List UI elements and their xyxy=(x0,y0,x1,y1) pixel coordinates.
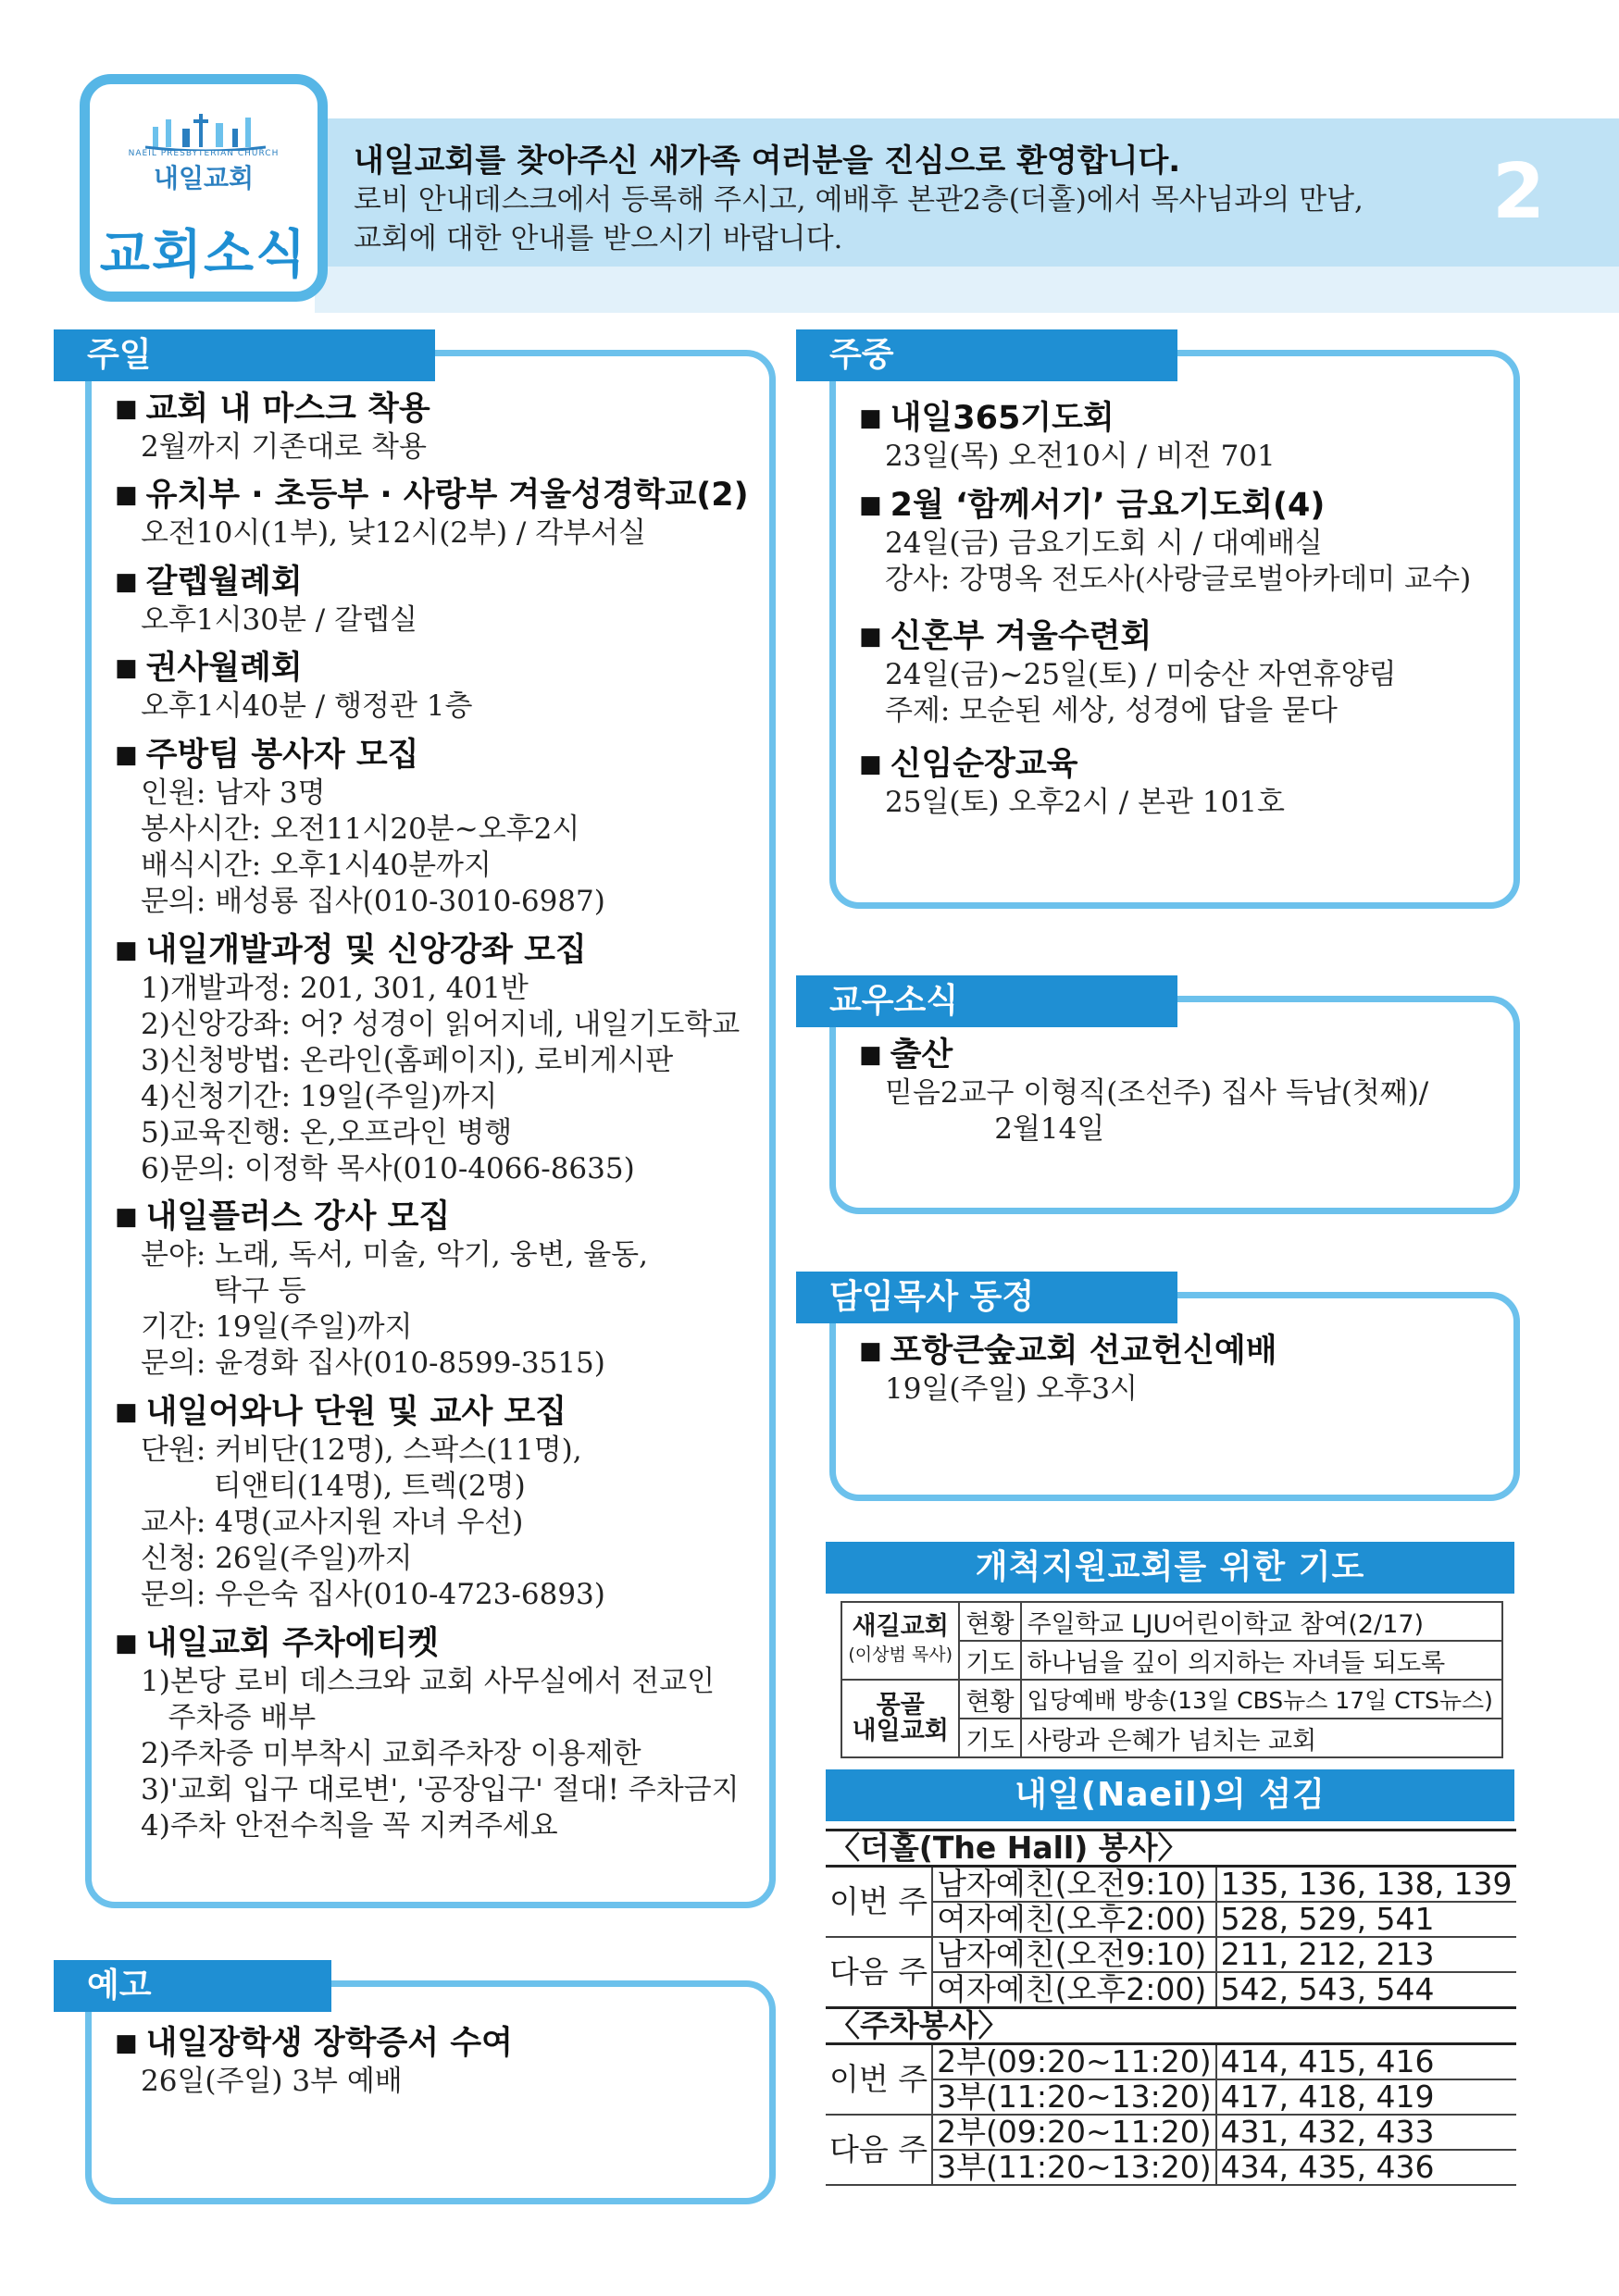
header-band-light xyxy=(315,267,1619,313)
week-label: 이번 주 xyxy=(826,2044,932,2116)
service-slot: 3부(11:20~13:20) xyxy=(932,2150,1215,2185)
item-line: 3)신청방법: 온라인(홈페이지), 로비게시판 xyxy=(141,1044,674,1077)
row-value: 입당예배 방송(13일 CBS뉴스 17일 CTS뉴스) xyxy=(1021,1680,1502,1719)
item-line: 봉사시간: 오전11시20분~오후2시 xyxy=(141,813,580,846)
church-logo-box xyxy=(80,74,328,302)
sunday-item-bible-school xyxy=(115,475,749,552)
service-slot: 3부(11:20~13:20) xyxy=(932,2079,1215,2115)
item-line: 문의: 우은숙 집사(010-4723-6893) xyxy=(141,1578,605,1611)
page-number: 2 xyxy=(1492,148,1546,236)
logo-name: 내일교회 xyxy=(153,163,255,193)
sunday-item-parking xyxy=(115,1623,740,1844)
church-cell xyxy=(841,1602,959,1680)
preview-item-scholarship xyxy=(115,2023,513,2100)
item-title: ■ 권사월례회 xyxy=(115,648,472,689)
item-line: 문의: 윤경화 집사(010-8599-3515) xyxy=(141,1347,605,1380)
weekday-item-friday-prayer xyxy=(859,485,1471,598)
group-numbers: 542, 543, 544 xyxy=(1216,1972,1516,2008)
item-line: 2)신앙강좌: 어? 성경이 읽어지네, 내일기도학교 xyxy=(141,1008,741,1041)
row-key: 기도 xyxy=(959,1641,1020,1680)
logo-subtitle: NAEIL PRESBYTERIAN CHURCH xyxy=(128,149,280,158)
item-title: ■ 내일플러스 강사 모집 xyxy=(115,1197,648,1237)
item-title: ■ 내일개발과정 및 신앙강좌 모집 xyxy=(115,930,740,971)
table-row xyxy=(826,1867,1516,1903)
item-line: 분야: 노래, 독서, 미술, 악기, 웅변, 율동, xyxy=(141,1238,648,1272)
welcome-line-2: 교회에 대한 안내를 받으시기 바랍니다. xyxy=(354,222,843,255)
table-row xyxy=(826,2008,1516,2044)
item-line: 4)신청기간: 19일(주일)까지 xyxy=(141,1080,498,1113)
sunday-item-kitchen xyxy=(115,735,605,920)
item-line: 26일(주일) 3부 예배 xyxy=(141,2065,403,2098)
item-line: 믿음2교구 이형직(조선주) 집사 득남(첫째)/ xyxy=(885,1076,1429,1110)
service-slot: 2부(09:20~11:20) xyxy=(932,2115,1215,2150)
church-pastor: 내일교회 xyxy=(852,1717,949,1745)
item-title: ■ 교회 내 마스크 착용 xyxy=(115,389,430,429)
welcome-title: 내일교회를 찾아주신 새가족 여러분을 진심으로 환영합니다. xyxy=(354,143,1181,180)
group-numbers: 211, 212, 213 xyxy=(1216,1937,1516,1972)
weekday-item-newlywed-retreat xyxy=(859,616,1397,729)
service-slot: 남자예친(오전9:10) xyxy=(932,1867,1215,1903)
weekday-item-prayer365 xyxy=(859,398,1276,475)
service-title: 내일(Naeil)의 섬김 xyxy=(826,1769,1514,1821)
sunday-item-mask xyxy=(115,389,430,465)
group-numbers: 414, 415, 416 xyxy=(1216,2044,1516,2080)
table-row xyxy=(826,2115,1516,2150)
prayer-table xyxy=(841,1601,1503,1758)
sunday-item-plus-teachers xyxy=(115,1197,648,1382)
item-title: ■ 내일365기도회 xyxy=(859,398,1276,439)
group-numbers: 135, 136, 138, 139 xyxy=(1216,1867,1516,1903)
service-table xyxy=(826,1829,1516,2186)
table-row xyxy=(826,2044,1516,2080)
item-line: 오후1시30분 / 갈렙실 xyxy=(141,603,417,637)
sunday-tag: 주일 xyxy=(54,329,435,381)
item-line: 6)문의: 이정학 목사(010-4066-8635) xyxy=(141,1152,635,1185)
week-label: 다음 주 xyxy=(826,1937,932,2008)
group-numbers: 434, 435, 436 xyxy=(1216,2150,1516,2185)
item-line: 2)주차증 미부착시 교회주차장 이용제한 xyxy=(141,1737,641,1770)
item-line: 티앤티(14명), 트렉(2명) xyxy=(141,1470,526,1503)
item-title: ■ 주방팀 봉사자 모집 xyxy=(115,735,605,776)
section-heading: 〈주차봉사〉 xyxy=(826,2008,1516,2044)
service-slot: 남자예친(오전9:10) xyxy=(932,1937,1215,1972)
item-line: 1)본당 로비 데스크와 교회 사무실에서 전교인 xyxy=(141,1665,716,1698)
table-row xyxy=(826,1937,1516,1972)
sunday-item-caleb xyxy=(115,562,417,639)
sunday-item-courses xyxy=(115,930,740,1187)
row-key: 현황 xyxy=(959,1602,1020,1641)
item-line: 인원: 남자 3명 xyxy=(141,776,326,810)
item-line: 기간: 19일(주일)까지 xyxy=(141,1310,413,1344)
item-line: 주차증 배부 xyxy=(141,1701,317,1734)
item-title: ■ 내일어와나 단원 및 교사 모집 xyxy=(115,1392,605,1433)
item-title: ■ 내일장학생 장학증서 수여 xyxy=(115,2023,513,2064)
item-line: 단원: 커비단(12명), 스팍스(11명), xyxy=(141,1433,582,1467)
service-slot: 여자예친(오후2:00) xyxy=(932,1902,1215,1937)
church-skyline-icon xyxy=(145,110,266,151)
item-line: 25일(토) 오후2시 / 본관 101호 xyxy=(885,786,1285,819)
prayer-title: 개척지원교회를 위한 기도 xyxy=(826,1542,1514,1594)
preview-tag: 예고 xyxy=(54,1960,331,2012)
group-numbers: 528, 529, 541 xyxy=(1216,1902,1516,1937)
item-line: 19일(주일) 오후3시 xyxy=(885,1372,1138,1406)
pastor-tag: 담임목사 동정 xyxy=(796,1272,1177,1323)
table-row xyxy=(841,1602,1502,1641)
group-numbers: 431, 432, 433 xyxy=(1216,2115,1516,2150)
item-title: ■ 내일교회 주차에티켓 xyxy=(115,1623,740,1664)
section-title: 교회소식 xyxy=(99,225,308,285)
item-line: 강사: 강명옥 전도사(사랑글로벌아카데미 교수) xyxy=(885,563,1472,596)
item-line: 탁구 등 xyxy=(141,1274,306,1308)
section-heading: 〈더홀(The Hall) 봉사〉 xyxy=(826,1831,1516,1867)
item-line: 2월까지 기존대로 착용 xyxy=(141,430,427,464)
row-value: 하나님을 깊이 의지하는 자녀들 되도록 xyxy=(1021,1641,1502,1680)
item-line: 오후1시40분 / 행정관 1층 xyxy=(141,689,473,723)
group-numbers: 417, 418, 419 xyxy=(1216,2079,1516,2115)
service-slot: 2부(09:20~11:20) xyxy=(932,2044,1215,2080)
item-line: 3)'교회 입구 대로변', '공장입구' 절대! 주차금지 xyxy=(141,1773,740,1806)
member-news-item-birth xyxy=(859,1035,1428,1148)
church-pastor: (이상범 목사) xyxy=(848,1644,953,1665)
row-value: 사랑과 은혜가 넘치는 교회 xyxy=(1021,1719,1502,1757)
item-line: 4)주차 안전수칙을 꼭 지켜주세요 xyxy=(141,1809,558,1843)
service-slot: 여자예친(오후2:00) xyxy=(932,1972,1215,2008)
item-line: 주제: 모순된 세상, 성경에 답을 묻다 xyxy=(885,694,1338,727)
week-label: 다음 주 xyxy=(826,2115,932,2185)
item-line: 24일(금)~25일(토) / 미숭산 자연휴양림 xyxy=(885,658,1397,691)
church-cell xyxy=(841,1680,959,1757)
row-key: 현황 xyxy=(959,1680,1020,1719)
weekday-tag: 주중 xyxy=(796,329,1177,381)
item-line: 신청: 26일(주일)까지 xyxy=(141,1542,413,1575)
week-label: 이번 주 xyxy=(826,1867,932,1938)
pastor-item-mission-service xyxy=(859,1331,1277,1408)
item-line: 24일(금) 금요기도회 시 / 대예배실 xyxy=(885,527,1323,560)
item-title: ■ 유치부 · 초등부 · 사랑부 겨울성경학교(2) xyxy=(115,475,749,515)
item-line: 배식시간: 오후1시40분까지 xyxy=(141,849,492,882)
church-name: 몽골 xyxy=(876,1691,925,1719)
item-title: ■ 포항큰숲교회 선교헌신예배 xyxy=(859,1331,1277,1371)
row-value: 주일학교 LJU어린이학교 참여(2/17) xyxy=(1021,1602,1502,1641)
item-line: 23일(목) 오전10시 / 비전 701 xyxy=(885,440,1276,473)
item-title: ■ 신임순장교육 xyxy=(859,744,1285,785)
welcome-line-1: 로비 안내데스크에서 등록해 주시고, 예배후 본관2층(더홀)에서 목사님과의 만남, xyxy=(354,183,1364,217)
item-line: 1)개발과정: 201, 301, 401반 xyxy=(141,972,529,1005)
table-row xyxy=(841,1680,1502,1719)
item-line: 교사: 4명(교사지원 자녀 우선) xyxy=(141,1506,524,1539)
church-name: 새길교회 xyxy=(852,1612,949,1641)
row-key: 기도 xyxy=(959,1719,1020,1757)
item-title: ■ 2월 ‘함께서기’ 금요기도회(4) xyxy=(859,485,1471,526)
item-line: 오전10시(1부), 낮12시(2부) / 각부서실 xyxy=(141,516,646,550)
item-title: ■ 신혼부 겨울수련회 xyxy=(859,616,1397,657)
sunday-item-deaconess xyxy=(115,648,472,725)
item-line: 2월14일 xyxy=(885,1112,1105,1146)
weekday-item-leader-training xyxy=(859,744,1285,821)
item-title: ■ 출산 xyxy=(859,1035,1428,1075)
member-news-tag: 교우소식 xyxy=(796,975,1177,1027)
sunday-item-awana xyxy=(115,1392,605,1613)
item-line: 문의: 배성룡 집사(010-3010-6987) xyxy=(141,885,605,918)
item-line: 5)교육진행: 온,오프라인 병행 xyxy=(141,1116,513,1149)
table-row xyxy=(826,1831,1516,1867)
item-title: ■ 갈렙월례회 xyxy=(115,562,417,602)
